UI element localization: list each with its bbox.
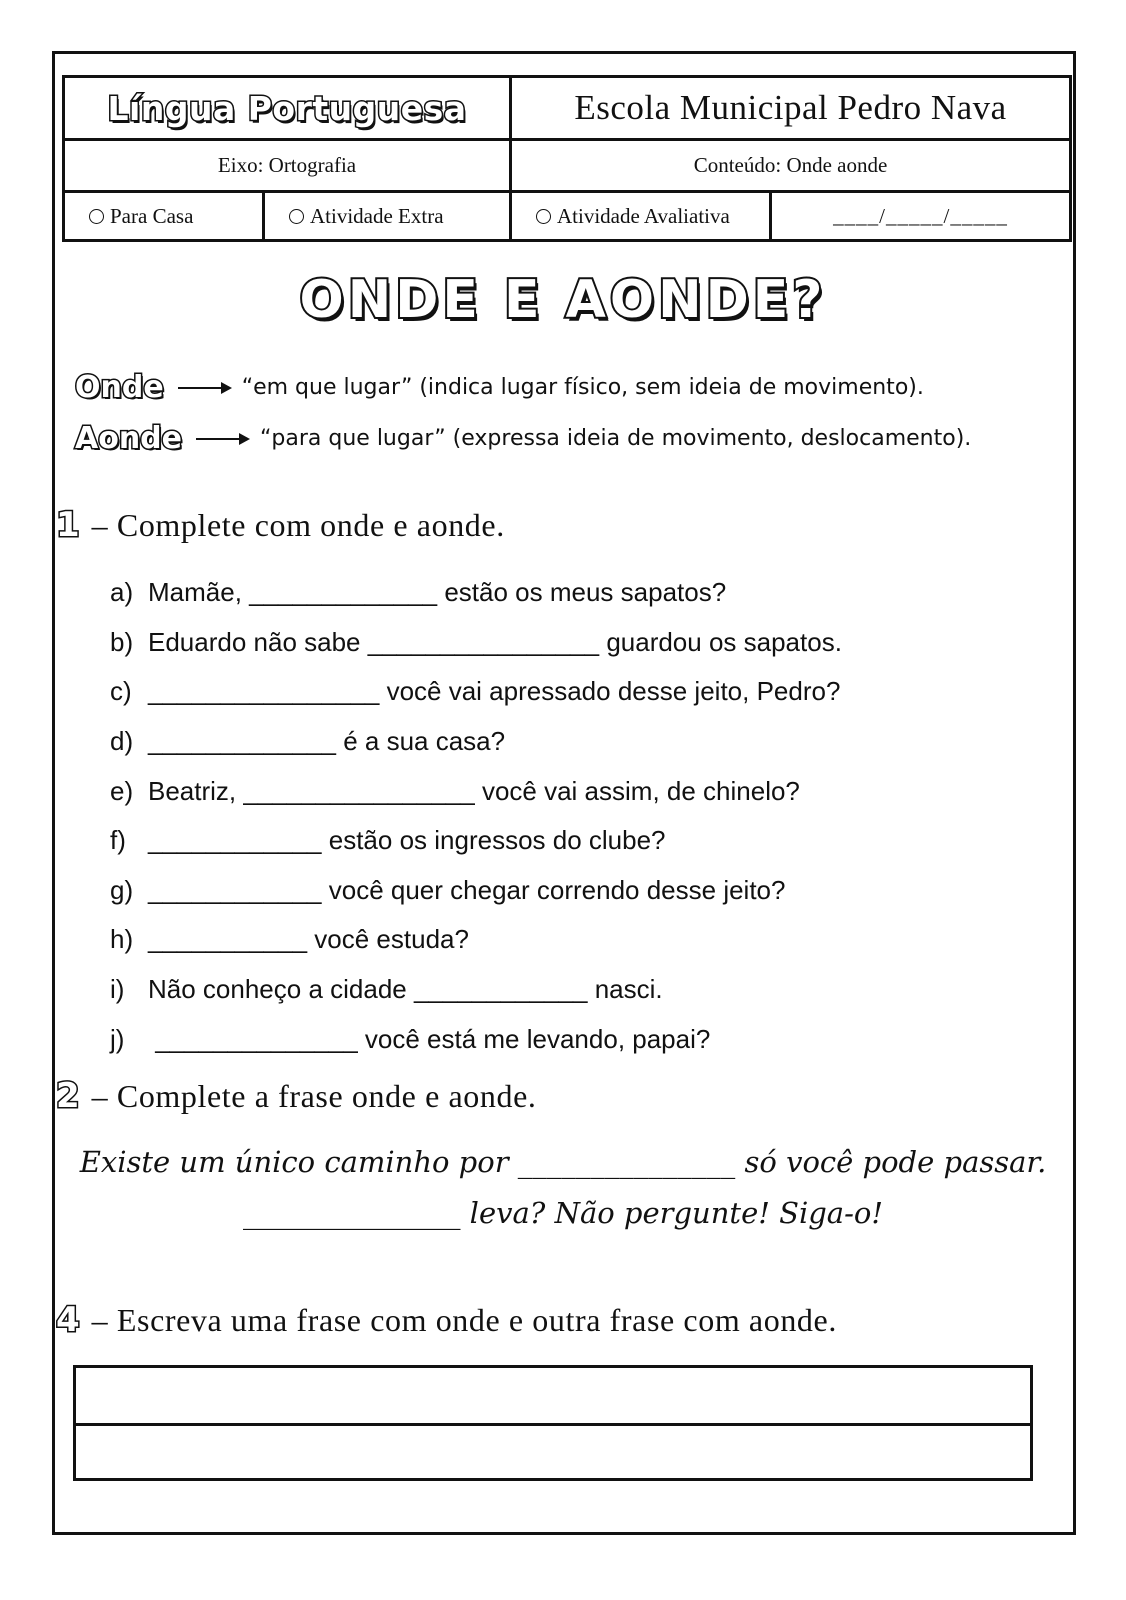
subject-cell [64, 77, 511, 140]
list-item[interactable] [110, 866, 842, 916]
list-item[interactable] [110, 1014, 842, 1064]
question-text: – Escreva uma frase com onde e outra frase com aonde. [91, 1302, 837, 1338]
option-para-casa[interactable] [64, 192, 264, 241]
axis-cell: Eixo: Ortografia [64, 140, 511, 192]
definition-term: Onde [75, 370, 164, 405]
arrow-right-icon [178, 387, 230, 389]
item-text: ____________ estão os ingressos do clube? [148, 825, 666, 856]
item-letter: d) [110, 726, 134, 757]
item-letter: f) [110, 825, 126, 856]
item-text: Mamãe, _____________ estão os meus sapatos? [148, 577, 727, 608]
question-1-heading [56, 505, 505, 545]
option-atividade-avaliativa[interactable] [511, 192, 771, 241]
definition-text: “para que lugar” (expressa ideia de movimento, deslocamento). [260, 426, 972, 451]
item-text: ___________ você estuda? [148, 924, 469, 955]
list-item[interactable] [110, 667, 842, 717]
answer-line-1[interactable] [76, 1368, 1030, 1423]
item-letter: a) [110, 577, 134, 608]
item-text: Eduardo não sabe ________________ guardou os sapatos. [148, 626, 842, 657]
item-letter: c) [110, 676, 132, 707]
question-2-heading [56, 1076, 536, 1116]
answer-line-2[interactable] [76, 1423, 1030, 1478]
list-item[interactable] [110, 766, 842, 816]
question-text: – Complete com onde e aonde. [91, 507, 505, 543]
list-item[interactable] [110, 618, 842, 668]
question-number: 4 [56, 1300, 80, 1340]
definition-onde [75, 370, 924, 405]
answer-box [73, 1365, 1033, 1481]
radio-icon[interactable] [89, 209, 104, 224]
item-text: ____________ você quer chegar correndo desse jeito? [148, 874, 786, 905]
item-letter: e) [110, 775, 134, 806]
content-cell: Conteúdo: Onde aonde [511, 140, 1071, 192]
item-text: _____________ é a sua casa? [148, 726, 506, 757]
item-text: ________________ você vai apressado desse jeito, Pedro? [148, 676, 841, 707]
cursive-sentence-line-2[interactable]: _______________ leva? Não pergunte! Siga-o! [242, 1196, 884, 1230]
cursive-sentence-line-1[interactable]: Existe um único caminho por _______________ só você pode passar. [79, 1145, 1047, 1179]
list-item[interactable] [110, 816, 842, 866]
school-name: Escola Municipal Pedro Nava [574, 88, 1007, 127]
option-label: Para Casa [110, 203, 194, 228]
item-letter: h) [110, 924, 134, 955]
list-item[interactable] [110, 965, 842, 1015]
page-title: ONDE E AONDE? [299, 270, 827, 330]
item-text: Não conheço a cidade ____________ nasci. [148, 974, 663, 1005]
item-letter: b) [110, 626, 134, 657]
option-label: Atividade Avaliativa [557, 203, 730, 228]
subject-logo: Língua Portuguesa [107, 88, 467, 128]
definition-aonde [75, 421, 971, 456]
item-letter: g) [110, 874, 134, 905]
header-table [62, 75, 1072, 242]
question-4-heading [56, 1300, 837, 1340]
question-text: – Complete a frase onde e aonde. [91, 1078, 537, 1114]
option-label: Atividade Extra [310, 203, 444, 228]
item-letter: i) [110, 974, 125, 1005]
question-1-items [110, 568, 842, 1064]
definition-text: “em que lugar” (indica lugar físico, sem ideia de movimento). [241, 375, 924, 400]
question-number: 1 [56, 505, 80, 545]
item-text: Beatriz, ________________ você vai assim, de chinelo? [148, 775, 800, 806]
option-atividade-extra[interactable] [264, 192, 511, 241]
school-cell [511, 77, 1071, 140]
question-number: 2 [56, 1076, 80, 1116]
date-field[interactable]: ____/_____/_____ [771, 192, 1071, 241]
radio-icon[interactable] [289, 209, 304, 224]
item-text: ______________ você está me levando, papai? [148, 1023, 711, 1054]
radio-icon[interactable] [536, 209, 551, 224]
list-item[interactable] [110, 915, 842, 965]
item-letter: j) [110, 1023, 125, 1054]
list-item[interactable] [110, 568, 842, 618]
arrow-right-icon [196, 438, 248, 440]
list-item[interactable] [110, 717, 842, 767]
definition-term: Aonde [75, 421, 183, 456]
